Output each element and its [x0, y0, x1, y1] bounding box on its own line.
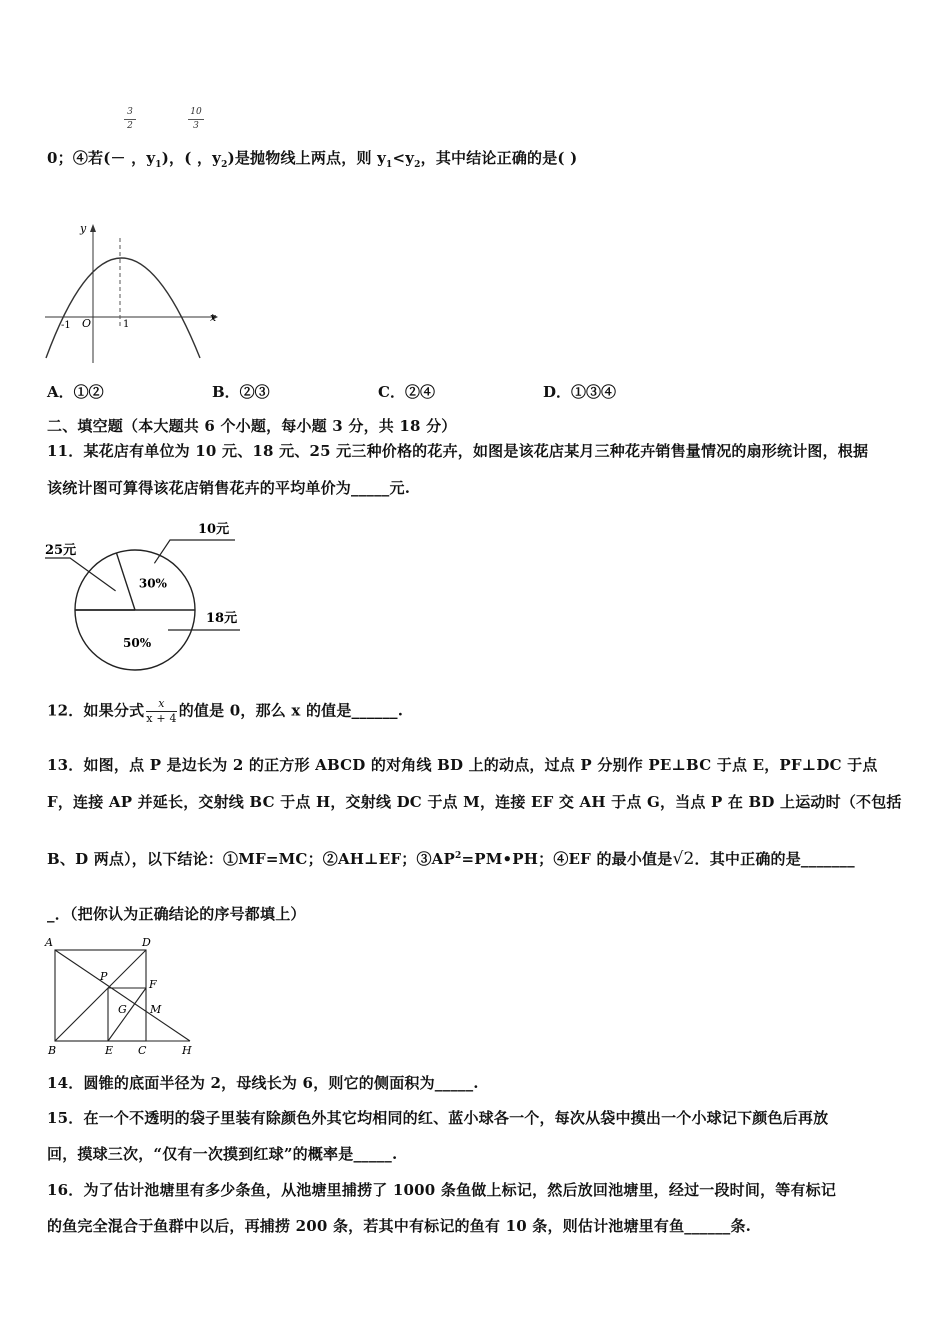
label-b: B: [48, 1044, 57, 1057]
neg-one-label: -1: [61, 320, 71, 331]
pie-slices: [75, 550, 195, 670]
line-ef: [108, 988, 146, 1041]
label-d: D: [142, 936, 151, 949]
origin-label: O: [82, 317, 92, 330]
q14-line: 14．圆锥的底面半径为 2，母线长为 6，则它的侧面积为_____.: [47, 1074, 479, 1092]
q15-line2: 回，摸球三次，“仅有一次摸到红球”的概率是_____.: [47, 1145, 398, 1163]
pie-category-label-2: 18元: [206, 611, 238, 626]
option-c[interactable]: C．②④: [378, 383, 435, 401]
fraction-three-halves: [124, 107, 136, 132]
q11-line1: 11．某花店有单位为 10 元、18 元、25 元三种价格的花卉，如图是该花店某月三种花卉销售量情况的扇形统计图，根据: [47, 442, 869, 460]
q13-line1: 13．如图，点 P 是边长为 2 的正方形 ABCD 的对角线 BD 上的动点，过点 P 分别作 PE⊥BC 于点 E，PF⊥DC 于点: [47, 756, 878, 774]
q13-line2: F，连接 AP 并延长，交射线 BC 于点 H，交射线 DC 于点 M，连接 EF 交 AH 于点 G，当点 P 在 BD 上运动时（不包括: [47, 793, 902, 811]
fraction-denominator: 2: [127, 121, 133, 131]
q16-line1: 16．为了估计池塘里有多少条鱼，从池塘里捕捞了 1000 条鱼做上标记，然后放回池塘里，经过一段时间，等有标记: [47, 1181, 837, 1199]
square-figure: [40, 933, 200, 1058]
x-label: x: [210, 311, 217, 324]
one-label: 1: [123, 319, 130, 330]
pie-category-label-0: 10元: [198, 522, 230, 537]
q12-fraction: $\frac{x}{x + 4}$: [146, 697, 177, 725]
q13-line3: B、D 两点），以下结论：①MF=MC；②AH⊥EF；$③AP^2=PM•PH$；④EF 的最小值是√2．其中正确的是_______: [47, 849, 855, 869]
pie-category-label-1: 25元: [45, 543, 77, 558]
label-g: G: [118, 1003, 127, 1016]
parabola-curve: [46, 258, 200, 358]
label-f: F: [149, 978, 157, 991]
fraction-numerator: 10: [190, 107, 202, 117]
label-p: P: [100, 970, 108, 983]
fraction-ten-thirds: [188, 107, 204, 132]
label-e: E: [105, 1044, 114, 1057]
line-ah: [55, 950, 190, 1041]
section-heading: 二、填空题（本大题共 6 个小题，每小题 3 分，共 18 分）: [47, 417, 457, 435]
y-axis-arrow: [90, 224, 96, 232]
diagonal-bd: [55, 950, 146, 1041]
sqrt-two: √2: [672, 849, 695, 869]
q15-line1: 15．在一个不透明的袋子里装有除颜色外其它均相同的红、蓝小球各一个，每次从袋中摸出一个小球记下颜色后再放: [47, 1109, 829, 1127]
label-c: C: [138, 1044, 147, 1057]
label-a: A: [45, 936, 53, 949]
q13-line4: _．（把你认为正确结论的序号都填上）: [47, 905, 306, 923]
fraction-numerator: 3: [127, 107, 133, 117]
q11-line2: 该统计图可算得该花店销售花卉的平均单价为_____元.: [47, 479, 411, 497]
pie-percent-label-2: 50%: [123, 636, 152, 650]
option-a[interactable]: A．①②: [47, 383, 104, 401]
q10-condition-line: 0；④若(－ ，$y_1$)，( ，$y_2$)是抛物线上两点，则 $y_1<y_2$，其中结论正确的是( ): [47, 149, 578, 170]
label-h: H: [182, 1044, 192, 1057]
y-label: y: [80, 222, 87, 235]
fraction-denominator: 3: [193, 121, 199, 131]
q16-line2: 的鱼完全混合于鱼群中以后，再捕捞 200 条，若其中有标记的鱼有 10 条，则估计池塘里有鱼______条.: [47, 1217, 752, 1235]
option-d[interactable]: D．①③④: [543, 383, 617, 401]
parabola-figure: [40, 218, 225, 368]
pie-percent-label-0: 30%: [138, 576, 167, 591]
label-m: M: [150, 1003, 162, 1016]
option-b[interactable]: B．②③: [212, 383, 270, 401]
pie-chart: [40, 512, 250, 677]
q12-line: 12．如果分式 $\frac{x}{x + 4}$ 的值是 0，那么 x 的值是______.: [47, 697, 404, 725]
